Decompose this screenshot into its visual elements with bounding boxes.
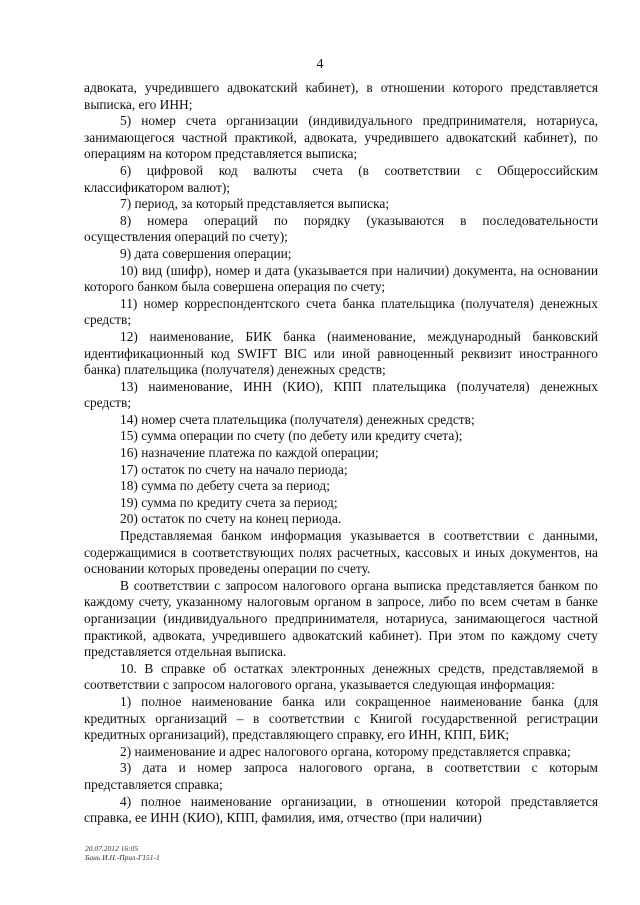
paragraph: 10. В справке об остатках электронных денежных средств, представляемой в соответствии с запросом налогового органа, указывается следующая информация: [84, 660, 598, 693]
paragraph: 5) номер счета организации (индивидуального предпринимателя, нотариуса, занимающегося частной практикой, адвоката, учредившего адвокатский кабинет), по операциям на котором представляется выписка; [84, 113, 598, 162]
paragraph: Представляемая банком информация указывается в соответствии с данными, содержащимися в соответствующих полях расчетных, кассовых и иных документов, на основании которых проведены операции по счету. [84, 528, 598, 577]
paragraph: 2) наименование и адрес налогового органа, которому представляется справка; [120, 743, 571, 759]
paragraph: 1) полное наименование банка или сокращенное наименование банка (для кредитных организаций – в соответствии с Книгой государственной регистрации кредитных организаций), представляющего справку, его ИНН, КПП, БИК; [84, 693, 598, 743]
paragraph: 14) номер счета плательщика (получателя) денежных средств; [120, 411, 475, 427]
paragraph: 11) номер корреспондентского счета банка плательщика (получателя) денежных средств; [84, 295, 598, 328]
footer-file-reference: Бань И.Н.-Прил-Г151-1 [85, 853, 160, 862]
paragraph: 20) остаток по счету на конец периода. [120, 511, 342, 527]
paragraph: 7) период, за который представляется выписка; [120, 196, 390, 212]
paragraph: 6) цифровой код валюты счета (в соответствии с Общероссийским классификатором валют); [84, 162, 598, 195]
paragraph: 15) сумма операции по счету (по дебету или кредиту счета); [120, 428, 463, 444]
paragraph: 4) полное наименование организации, в отношении которой представляется справка, ее ИНН (КИО), КПП, фамилия, имя, отчество (при наличии) [84, 793, 598, 826]
paragraph: адвоката, учредившего адвокатский кабинет), в отношении которого представляется выписка, его ИНН; [84, 80, 598, 112]
paragraph: В соответствии с запросом налогового органа выписка представляется банком по каждому счету, указанному налоговым органом в запросе, либо по всем счетам в банке организации (индивидуального предпринимателя, нотариуса, занимающегося частной практикой, адвоката, учредившего адвокатский кабинет). При этом по каждому счету представляется отдельная выписка. [84, 577, 598, 660]
footer-stamp [85, 844, 160, 862]
paragraph: 12) наименование, БИК банка (наименование, международный банковский идентификационный код SWIFT BIC или иной равноценный реквизит иностранного банка) плательщика (получателя) денежных средств; [84, 328, 598, 378]
paragraph: 18) сумма по дебету счета за период; [120, 478, 330, 494]
paragraph: 13) наименование, ИНН (КИО), КПП плательщика (получателя) денежных средств; [84, 378, 598, 411]
paragraph: 10) вид (шифр), номер и дата (указывается при наличии) документа, на основании которого банком была совершена операция по счету; [84, 262, 598, 295]
paragraph: 3) дата и номер запроса налогового органа, в соответствии с которым представляется справка; [84, 760, 598, 792]
page-number: 4 [316, 57, 324, 72]
document-body [84, 80, 598, 827]
paragraph: 19) сумма по кредиту счета за период; [120, 494, 338, 510]
paragraph: 16) назначение платежа по каждой операции; [120, 445, 379, 461]
paragraph: 17) остаток по счету на начало периода; [120, 461, 348, 477]
paragraph: 9) дата совершения операции; [120, 245, 292, 261]
footer-timestamp: 20.07.2012 16:05 [85, 844, 139, 853]
paragraph: 8) номера операций по порядку (указываются в последовательности осуществления операций по счету); [84, 212, 598, 245]
